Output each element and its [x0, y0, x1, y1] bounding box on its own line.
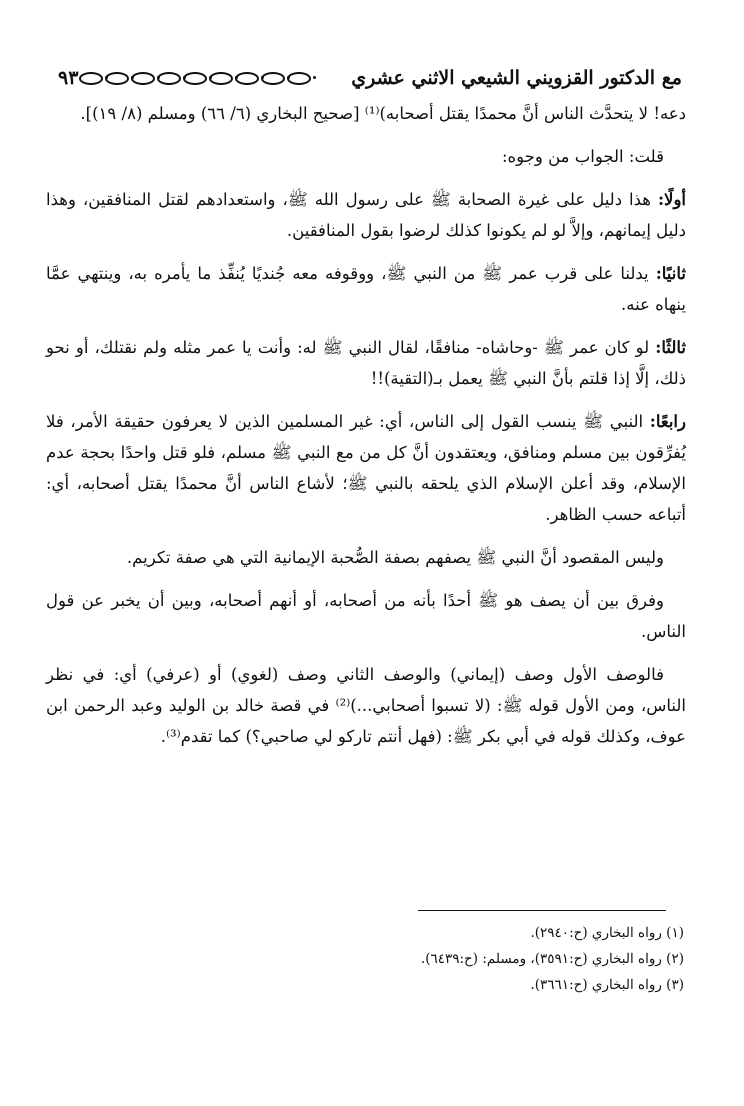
paragraph: قلت: الجواب من وجوه: — [501, 147, 664, 166]
ornament-link — [235, 72, 259, 85]
header-title: مع الدكتور القزويني الشيعي الاثني عشري — [351, 67, 682, 89]
paragraph: دعه! لا يتحدَّث الناس أنَّ محمدًا يقتل أصحابه)⁽¹⁾ [صحيح البخاري (٦/ ٦٦) ومسلم (٨/ ١٩)]. — [80, 104, 686, 123]
ornament-link — [157, 72, 181, 85]
footnotes — [404, 920, 684, 998]
header-ornament — [52, 67, 312, 89]
point-label: أولًا: — [657, 190, 686, 209]
paragraph: رابعًا: النبي ﷺ ينسب القول إلى الناس، أي: غير المسلمين الذين لا يعرفون حقيقة الأمر، فلا يُفرِّقون بين مسلم ومنافق، ويعتقدون أنَّ كل من مع النبي ﷺ مسلم، فلو قتل واحدًا بحجة عدم الإسلام، وقد أعلن الإسلام الذي يلحقه بالنبي ﷺ؛ لأشاع الناس أنَّ محمدًا يقتل أصحابه، أي: أتباعه حسب الظاهر. — [46, 412, 686, 524]
point-label: ثانيًا: — [655, 264, 686, 283]
paragraph: أولًا: هذا دليل على غيرة الصحابة ﷺ على رسول الله ﷺ، واستعدادهم لقتل المنافقين، وهذا دليل إيمانهم، وإلاَّ لو لم يكونوا كذلك لرضوا بقول المنافقين. — [46, 190, 686, 240]
ornament-link — [183, 72, 207, 85]
point-label: رابعًا: — [649, 412, 686, 431]
ornament-link — [209, 72, 233, 85]
ornament-link — [131, 72, 155, 85]
point-label: ثالثًا: — [655, 338, 686, 357]
footnote: (٣) رواه البخاري (ح:٣٦٦١). — [530, 977, 684, 993]
footnote: (٢) رواه البخاري (ح:٣٥٩١)، ومسلم: (ح:٦٤٣٩). — [420, 951, 684, 967]
footnote-divider — [418, 910, 666, 911]
ornament-link — [287, 72, 311, 85]
paragraph: وفرق بين أن يصف هو ﷺ أحدًا بأنه من أصحابه، أو أنهم أصحابه، وبين أن يخبر عن قول الناس. — [46, 591, 686, 641]
ornament-link — [105, 72, 129, 85]
footnote: (١) رواه البخاري (ح:٢٩٤٠). — [530, 925, 684, 941]
main-text — [46, 98, 686, 764]
paragraph: فالوصف الأول وصف (إيماني) والوصف الثاني وصف (لغوي) أو (عرفي) أي: في نظر الناس، ومن الأول قوله ﷺ: (لا تسبوا أصحابي...)⁽²⁾ في قصة خالد بن الوليد وعبد الرحمن ابن عوف، وكذلك قوله في أبي بكر ﷺ: (فهل أنتم تاركو لي صاحبي؟) كما تقدم⁽³⁾. — [46, 665, 686, 746]
paragraph: ثانيًا: يدلنا على قرب عمر ﷺ من النبي ﷺ، ووقوفه معه جُنديًا يُنفِّذ ما يأمره به، وينتهي عمَّا ينهاه عنه. — [46, 264, 686, 314]
ornament-link — [79, 72, 103, 85]
ornament-link — [261, 72, 285, 85]
page-number: ٩٣ — [58, 67, 79, 89]
running-header — [52, 58, 682, 98]
paragraph: ثالثًا: لو كان عمر ﷺ -وحاشاه- منافقًا، لقال النبي ﷺ له: وأنت يا عمر مثله ولم نقتلك، أو نحو ذلك، إلَّا إذا قلتم بأنَّ النبي ﷺ يعمل بـ(التقية)!! — [46, 338, 686, 388]
paragraph: وليس المقصود أنَّ النبي ﷺ يصفهم بصفة الصُّحبة الإيمانية التي هي صفة تكريم. — [126, 548, 664, 567]
